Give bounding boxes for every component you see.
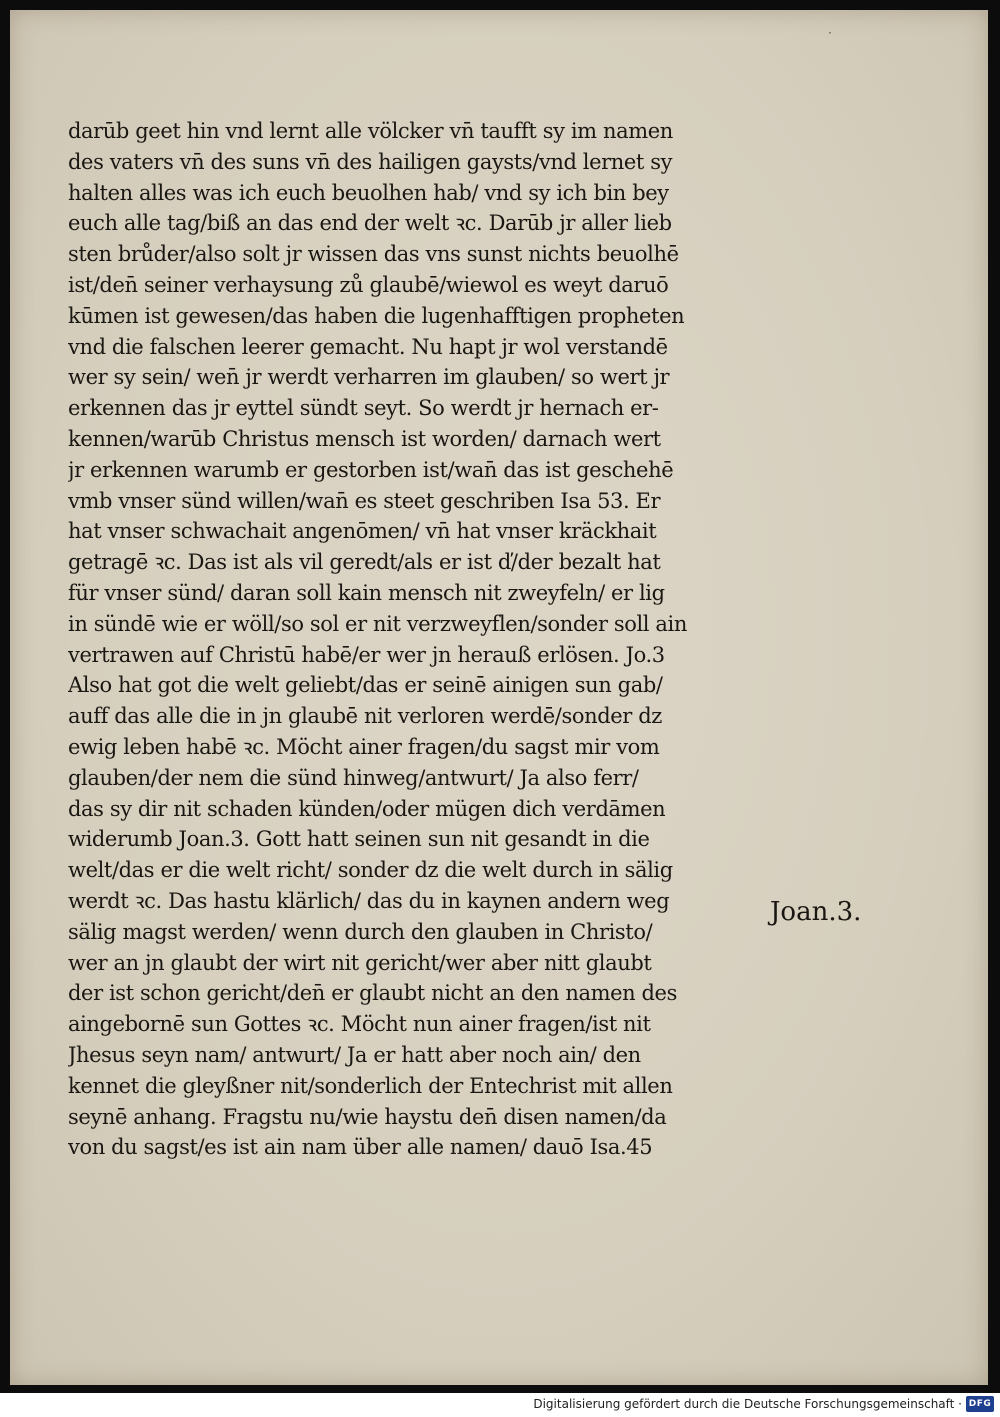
text-line: sten brůder/also solt jr wissen das vns sunst nichts beuolhē [68, 242, 679, 267]
text-line: hat vnser schwachait angenōmen/ vn̄ hat vnser kräckhait [68, 519, 657, 544]
text-line: kennet die gleyßner nit/sonderlich der Entechrist mit allen [68, 1073, 673, 1098]
text-line: in sündē wie er wöll/so sol er nit verzweyflen/sonder soll ain [68, 611, 687, 636]
text-line: auff das alle die in jn glaubē nit verloren werdē/sonder dz [68, 704, 662, 729]
text-line: glauben/der nem die sünd hinweg/antwurt/ Ja also ferr/ [68, 765, 639, 790]
corner-mark: · [828, 26, 832, 40]
funding-credit: Digitalisierung gefördert durch die Deutsche Forschungsgemeinschaft · [533, 1397, 962, 1411]
text-line: sälig magst werden/ wenn durch den glauben in Christo/ [68, 919, 653, 944]
text-line: vnd die falschen leerer gemacht. Nu hapt jr wol verstandē [68, 334, 668, 359]
text-line: Also hat got die welt geliebt/das er seinē ainigen sun gab/ [68, 673, 663, 698]
text-line: Jhesus seyn nam/ antwurt/ Ja er hatt aber noch ain/ den [68, 1042, 641, 1067]
text-line: kennen/warūb Christus mensch ist worden/ darnach wert [68, 426, 661, 451]
dfg-logo: DFG [966, 1396, 994, 1412]
text-line: kūmen ist gewesen/das haben die lugenhafftigen propheten [68, 303, 685, 328]
text-line: werdt ꝛc. Das hastu klärlich/ das du in kaynen andern weg [68, 888, 670, 913]
text-line: für vnser sünd/ daran soll kain mensch nit zweyfeln/ er lig [68, 580, 665, 605]
text-line: halten alles was ich euch beuolhen hab/ vnd sy ich bin bey [68, 180, 669, 205]
text-line: vertrawen auf Christū habē/er wer jn herauß erlösen. Jo.3 [68, 642, 665, 667]
text-line: erkennen das jr eyttel sündt seyt. So werdt jr hernach er- [68, 396, 659, 421]
marginal-note: Joan.3. [770, 897, 862, 927]
text-line: aingebornē sun Gottes ꝛc. Möcht nun ainer fragen/ist nit [68, 1012, 651, 1037]
text-line: darūb geet hin vnd lernt alle völcker vn̄ taufft sy im namen [68, 119, 673, 143]
text-line: seynē anhang. Fragstu nu/wie haystu den̄ disen namen/da [68, 1104, 667, 1129]
text-line: der ist schon gericht/den̄ er glaubt nicht an den namen des [68, 981, 677, 1006]
footer-bar [0, 1393, 1000, 1417]
text-line: jr erkennen warumb er gestorben ist/wan̄ das ist geschehē [68, 457, 674, 482]
text-line: getragē ꝛc. Das ist als vil geredt/als er ist ď/der bezalt hat [68, 550, 661, 575]
text-line: des vaters vn̄ des suns vn̄ des hailigen gaysts/vnd lernet sy [68, 149, 673, 174]
text-line: widerumb Joan.3. Gott hatt seinen sun nit gesandt in die [68, 827, 650, 852]
text-line: euch alle tag/biß an das end der welt ꝛc. Darūb jr aller lieb [68, 211, 672, 236]
blackletter-text-block [68, 116, 768, 1163]
text-line: vmb vnser sünd willen/wan̄ es steet geschriben Isa 53. Er [68, 488, 661, 513]
text-line: welt/das er die welt richt/ sonder dz die welt durch in sälig [68, 858, 673, 883]
text-line: ewig leben habē ꝛc. Möcht ainer fragen/du sagst mir vom [68, 734, 660, 759]
book-page [10, 10, 988, 1385]
text-line: das sy dir nit schaden künden/oder mügen dich verdāmen [68, 796, 666, 821]
text-line: ist/den̄ seiner verhaysung zů glaubē/wiewol es weyt daruō [68, 272, 669, 297]
text-line: wer sy sein/ wen̄ jr werdt verharren im glauben/ so wert jr [68, 365, 670, 390]
text-line: von du sagst/es ist ain nam über alle namen/ dauō Isa.45 [68, 1135, 653, 1160]
text-line: wer an jn glaubt der wirt nit gericht/wer aber nitt glaubt [68, 950, 652, 975]
